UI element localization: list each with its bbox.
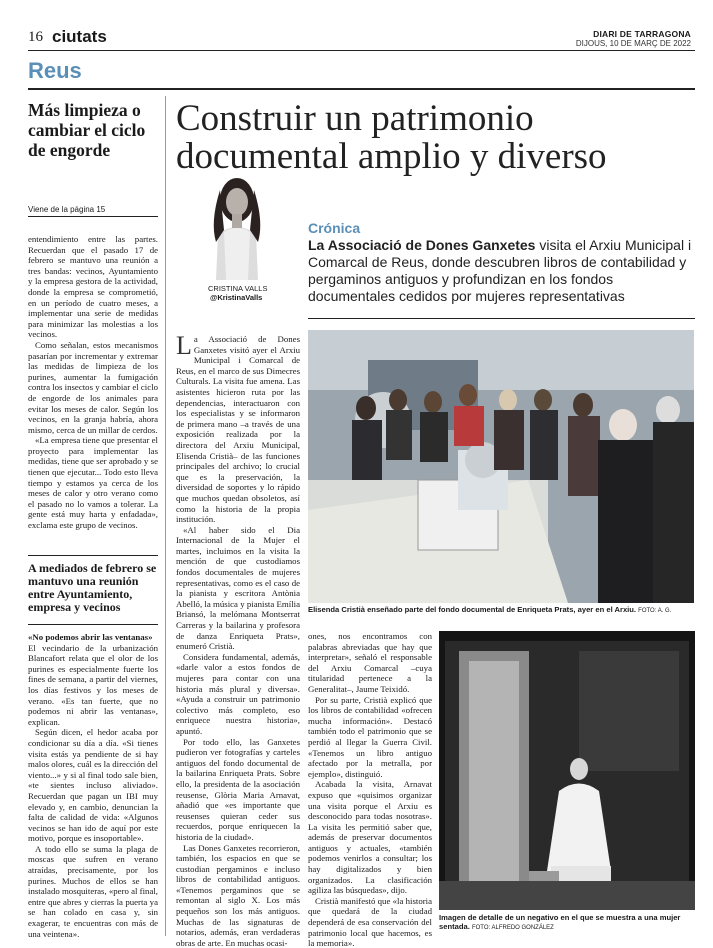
negative-photo (439, 631, 695, 910)
continued-from: Viene de la página 15 (28, 205, 106, 214)
subhead-rule-top (28, 555, 158, 556)
archive-visit-photo (308, 330, 694, 603)
caption-text: Imagen de detalle de un negativo en el que se muestra a una mujer sentada. (439, 913, 681, 931)
side-rule (28, 216, 158, 217)
header-rule (28, 50, 695, 51)
lead-paragraph (308, 237, 693, 305)
subhead-rule-bottom (28, 624, 158, 625)
author-name: CRISTINA VALLS (208, 284, 268, 293)
paragraph: «Al haber sido el Dia Internacional de la Mujer el martes, incluimos en la visita la mención de que custodiamos fondos documentales de mujeres representativas, como es el caso de la pianista y escritora Antònia Abelló, la música y pianista Emília Briansó, la melómana Montserrat Carreras y la bailarina y profesora de danza Enriqueta Prats», enumeró Cristià. (176, 524, 300, 652)
side-headline: Más limpieza o cambiar el ciclo de engorde (28, 100, 146, 160)
paragraph: Cristià manifestó que «la historia que quedará de la ciudad dependerá de esa conservación del patrimonio local que hacemos, es la memoria». (308, 895, 432, 948)
paragraph: «La empresa tiene que presentar el proyecto para implementar las medidas, tiene que ser aprobado y se tienen que ejecutar... Todo esto lleva tiempo y estamos ya cerca de los meses de calor y otro verano como el pasado no lo vamos a tolerar. La gente está muy harta y enfadada», exclama este grupo de vecinos. (28, 435, 158, 531)
kicker-cronica: Crónica (308, 220, 361, 236)
photo1-caption (308, 605, 698, 614)
newspaper-name: DIARI DE TARRAGONA (593, 29, 691, 39)
caption-text: Elisenda Cristià enseñado parte del fondo documental de Enriqueta Prats, ayer en el Arxiu. (308, 605, 637, 614)
paragraph: Acabada la visita, Arnavat expuso que «quisimos organizar una visita porque el Arxiu es desconocido para todas nosotras». La visita les permitió saber que, además de preservar documentos antiguos y actuales, «también podemos venirlos a consultar; los hay digitalizados y bien organizados. La clasificación agiliza las búsquedas», dijo. (308, 779, 432, 896)
paragraph: Considera fundamental, además, «darle valor a estos fondos de mujeres para contar con una historia más plural y diversa». «Ayuda a construir un patrimonio colectivo más completo, eso enriquece nuestra historia», apuntó. (176, 651, 300, 736)
column-divider (165, 96, 166, 936)
paragraph: Las Dones Ganxetes recorrieron, también, los espacios en que se custodian pergaminos e incluso libros de contabilidad antiguos. «Tenemos pergaminos que se remontan al siglo X. Los más pequeños son los más antiguos. Muchas de las signaturas de notarios, además, eran verdaderas obras de arte. En muchas ocasi- (176, 842, 300, 948)
photo2-caption (439, 913, 699, 933)
paragraph: El vecindario de la urbanización Blancafort relata que el olor de los purines es especialmente fuerte los fines de semana, a partir del viernes, los días festivos y los meses de verano. «Es tan fuerte, que no podemos ni abrir las ventanas», explican. (28, 642, 158, 727)
photo-credit: FOTO: A. G. (638, 608, 672, 614)
lead-bold: La Associació de Dones Ganxetes (308, 237, 536, 253)
paragraph: Según dicen, el hedor acaba por condicionar su día a día. «Si tienes visita estás ya pendiente de si hay malos olores, cuál es la dirección del viento...» y si al final todo sale bien, «te sientes incluso aliviado». Recuerdan que pagan un IBI muy elevado y, en cambio, denuncian la falta de calidad de vida: «Algunos vecinos se han ido de aquí por este motivo, porque es insoportable». (28, 727, 158, 844)
lead-text: visita el Arxiu Municipal i Comarcal de Reus, donde descubren libros de contabilidad y pergaminos antiguos y profundizan en los fondos documentales cedidos por mujeres representativas (308, 237, 692, 304)
main-headline: Construir un patrimonio documental amplio y diverso (176, 98, 607, 177)
paragraph: ones, nos encontramos con palabras abreviadas que hay que interpretar», señaló el responsable del Arxiu Comarcal –cuya titularidad pertenece a la Generalitat–, Jaume Teixidó. (308, 631, 432, 694)
dropcap: L (176, 331, 192, 360)
page-number: 16 (28, 29, 43, 45)
paragraph: A todo ello se suma la plaga de moscas que sufren en verano atraídas, precisamente, por los purines. Muchos de ellos se han instalado mosquiteras, «pero al final, entre que abres y cierras la puerta ya se han colado en casa y, sin exagerar, te encuentras con más de una veintena». (28, 843, 158, 939)
city-label: Reus (28, 58, 82, 83)
section-lead: «No podemos abrir las ventanas» (28, 632, 153, 642)
paragraph: Como señalan, estos mecanismos pasarían por incrementar y extremar las medidas de limpieza de los purines, aumentar la fumigación contra los insectos y cambiar el ciclo de engorde de los animales para evitar los meses de calor. Según los vecinos, en la granja habría, ahora mismo, cerca de un millar de cerdos. (28, 339, 158, 435)
side-column-top (28, 234, 158, 531)
city-rule (28, 88, 695, 90)
issue-date: DIJOUS, 10 DE MARÇ DE 2022 (575, 39, 691, 48)
lead-rule (308, 318, 695, 319)
paragraph: Por todo ello, las Ganxetes pudieron ver fotografías y carteles antiguos del fondo documental de la bailarina Enriqueta Prats. Sobre ello, la presidenta de la asociación reusense, Glòria Maria Arnavat, añadió que «es importante que reusenses quieran ceder sus recuerdos, porque enriquecen la historia de la ciudad». (176, 736, 300, 842)
section-name: ciutats (52, 27, 107, 46)
author-portrait (202, 172, 272, 280)
paragraph: Por su parte, Cristià explicó que los libros de contabilidad «ofrecen mucha información». Destacó también todo el patrimonio que se perdió al llegar la Guerra Civil. «Tenemos un libro antiguo afectado por la metralla, por ejemplo», distinguió. (308, 694, 432, 779)
paragraph: a Associació de Dones Ganxetes visitó ayer el Arxiu Municipal i Comarcal de Reus, en el marco de sus Dimecres Culturals. La visita fue amena. Las asistentes hicieron ruta por las dependencias, interactuaron con los especialistas y se informaron de primera mano –a través de una exposición realizada por la directora del Arxiu Municipal, Elisenda Cristià– de las funciones principales del archivo; lo crucial que es la preservación, la diversidad de soportes y lo rápido que muchos quedan obsoletos, así como la historia de la propia institución. (176, 334, 300, 525)
paragraph: entendimiento entre las partes. Recuerdan que el pasado 17 de febrero se mantuvo una reunión a tres bandas: vecinos, Ayuntamiento y la empresa gestora de la actividad, donde la empresa se comprometió, en un período de cuatro meses, a implementar una serie de medidas para minimizar las molestias a los vecinos. (28, 234, 158, 340)
side-subheadline: A mediados de febrero se mantuvo una reunión entre Ayuntamiento, empresa y vecinos (28, 561, 157, 614)
main-column-2 (308, 631, 432, 948)
author-handle: @KristinaValls (210, 293, 263, 302)
photo-credit: FOTO: ALFREDO GONZÁLEZ (471, 925, 554, 931)
main-column-1 (176, 331, 300, 948)
side-column-bottom (28, 632, 158, 939)
